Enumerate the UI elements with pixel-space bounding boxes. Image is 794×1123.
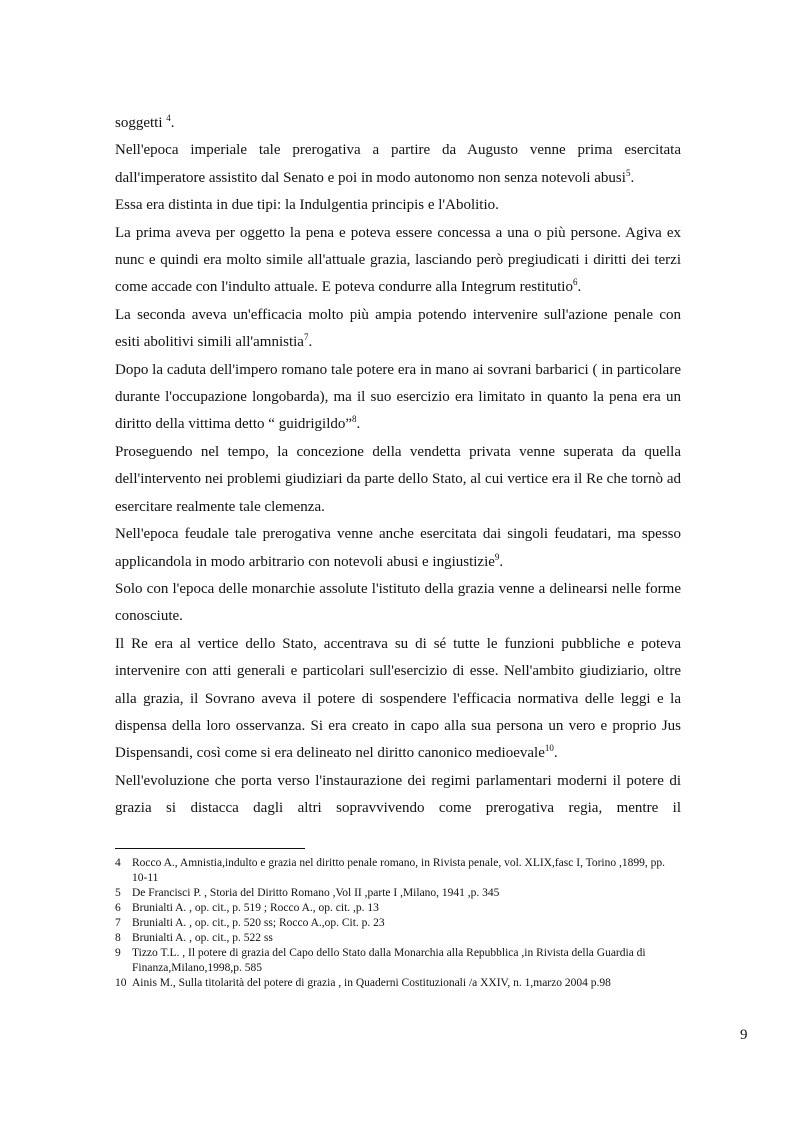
footnote-text: Brunialti A. , op. cit., p. 519 ; Rocco A., op. cit. ,p. 13: [132, 902, 379, 914]
footnote-9: [115, 946, 681, 976]
footnote-text: Rocco A., Amnistia,indulto e grazia nel diritto penale romano, in Rivista penale, vol. XLIX,fasc I, Torino ,1899, pp. 10-11: [132, 857, 665, 884]
page-number: 9: [740, 1027, 748, 1043]
paragraph-11: Nell'evoluzione che porta verso l'instaurazione dei regimi parlamentari moderni il potere di grazia si distacca dagli altri sopravvivendo come prerogativa regia, mentre il: [115, 772, 681, 817]
footnote-ref-9[interactable]: 9: [494, 551, 500, 562]
paragraph-2: Nell'epoca imperiale tale prerogativa a partire da Augusto venne prima esercitata dall'imperatore assistito dal Senato e poi in modo autonomo non senza notevoli abusi$^5$.: [115, 142, 681, 186]
footnote-number: 6: [115, 902, 121, 914]
footnote-ref-7[interactable]: 7: [303, 332, 309, 343]
footnote-ref-4[interactable]: 4: [166, 113, 171, 123]
footnote-text: Brunialti A. , op. cit., p. 522 ss: [132, 932, 273, 944]
paragraph-1: soggetti $^4$.: [115, 113, 175, 131]
paragraph-5: La seconda aveva un'efficacia molto più ampia potendo intervenire sull'azione penale con esiti abolitivi simili all'amnistia$^7$.: [115, 306, 681, 351]
footnote-7: [115, 916, 681, 931]
footnotes: [115, 856, 681, 991]
footnote-ref-8[interactable]: 8: [352, 414, 357, 425]
paragraph-6: Dopo la caduta dell'impero romano tale potere era in mano ai sovrani barbarici ( in particolare durante l'occupazione longobarda), ma il suo esercizio era limitato in quanto la pena era un diritto della vittima detto “ guidrigildo”$^8$.: [115, 361, 681, 433]
footnote-4: [115, 856, 681, 886]
paragraph-4: La prima aveva per oggetto la pena e poteva essere concessa a una o più persone. Agiva ex nunc e quindi era molto simile all'attuale grazia, lasciando però pregiudicati i diritti dei terzi come accade con l'indulto attuale. E poteva condurre alla Integrum restitutio$^6$.: [115, 224, 681, 296]
footnote-text: Brunialti A. , op. cit., p. 520 ss; Rocco A.,op. Cit. p. 23: [132, 917, 385, 929]
footnote-ref-10[interactable]: 10: [544, 743, 554, 754]
paragraph-10: Il Re era al vertice dello Stato, accentrava su di sé tutte le funzioni pubbliche e poteva intervenire con atti generali e particolari sull'esercizio di esse. Nell'ambito giudiziario, oltre alla grazia, il Sovrano aveva il potere di sospendere l'efficacia normativa delle leggi e la dispensa della loro osservanza. Si era creato in capo alla sua persona un vero e proprio Jus Dispensandi, così come si era delineato nel diritto canonico medioevale$^{10}$.: [115, 635, 681, 762]
footnote-text: Ainis M., Sulla titolarità del potere di grazia , in Quaderni Costituzionali /a XXIV, n. 1,marzo 2004 p.98: [132, 977, 611, 989]
footnote-5: [115, 886, 681, 901]
footnote-ref-6[interactable]: 6: [572, 277, 578, 288]
body-text: [115, 110, 681, 823]
footnote-number: 9: [115, 947, 121, 959]
footnote-6: [115, 901, 681, 916]
footnote-number: 8: [115, 932, 121, 944]
paragraph-8: Nell'epoca feudale tale prerogativa venne anche esercitata dai singoli feudatari, ma spesso applicandola in modo arbitrario con notevoli abusi e ingiustizie$^9$.: [115, 526, 681, 570]
paragraph-9: Solo con l'epoca delle monarchie assolute l'istituto della grazia venne a delinearsi nelle forme conosciute.: [115, 580, 681, 625]
footnote-8: [115, 931, 681, 946]
paragraph-7: Proseguendo nel tempo, la concezione della vendetta privata venne superata da quella dell'intervento nei problemi giudiziari da parte dello Stato, al cui vertice era il Re che tornò ad esercitare realmente tale clemenza.: [115, 443, 681, 515]
footnote-separator: [115, 848, 305, 849]
footnote-number: 5: [115, 887, 121, 899]
footnote-ref-5[interactable]: 5: [625, 167, 631, 178]
footnote-number: 7: [115, 917, 121, 929]
footnote-text: Tizzo T.L. , Il potere di grazia del Capo dello Stato dalla Monarchia alla Repubblica ,in Rivista della Guardia di Finanza,Milano,1998,p. 585: [132, 947, 646, 974]
footnote-10: [115, 976, 681, 991]
footnote-number: 4: [115, 857, 121, 869]
paragraph-3: Essa era distinta in due tipi: la Indulgentia principis e l'Abolitio.: [115, 197, 499, 214]
footnote-text: De Francisci P. , Storia del Diritto Romano ,Vol II ,parte I ,Milano, 1941 ,p. 345: [132, 887, 500, 899]
footnote-number: 10: [115, 977, 127, 989]
